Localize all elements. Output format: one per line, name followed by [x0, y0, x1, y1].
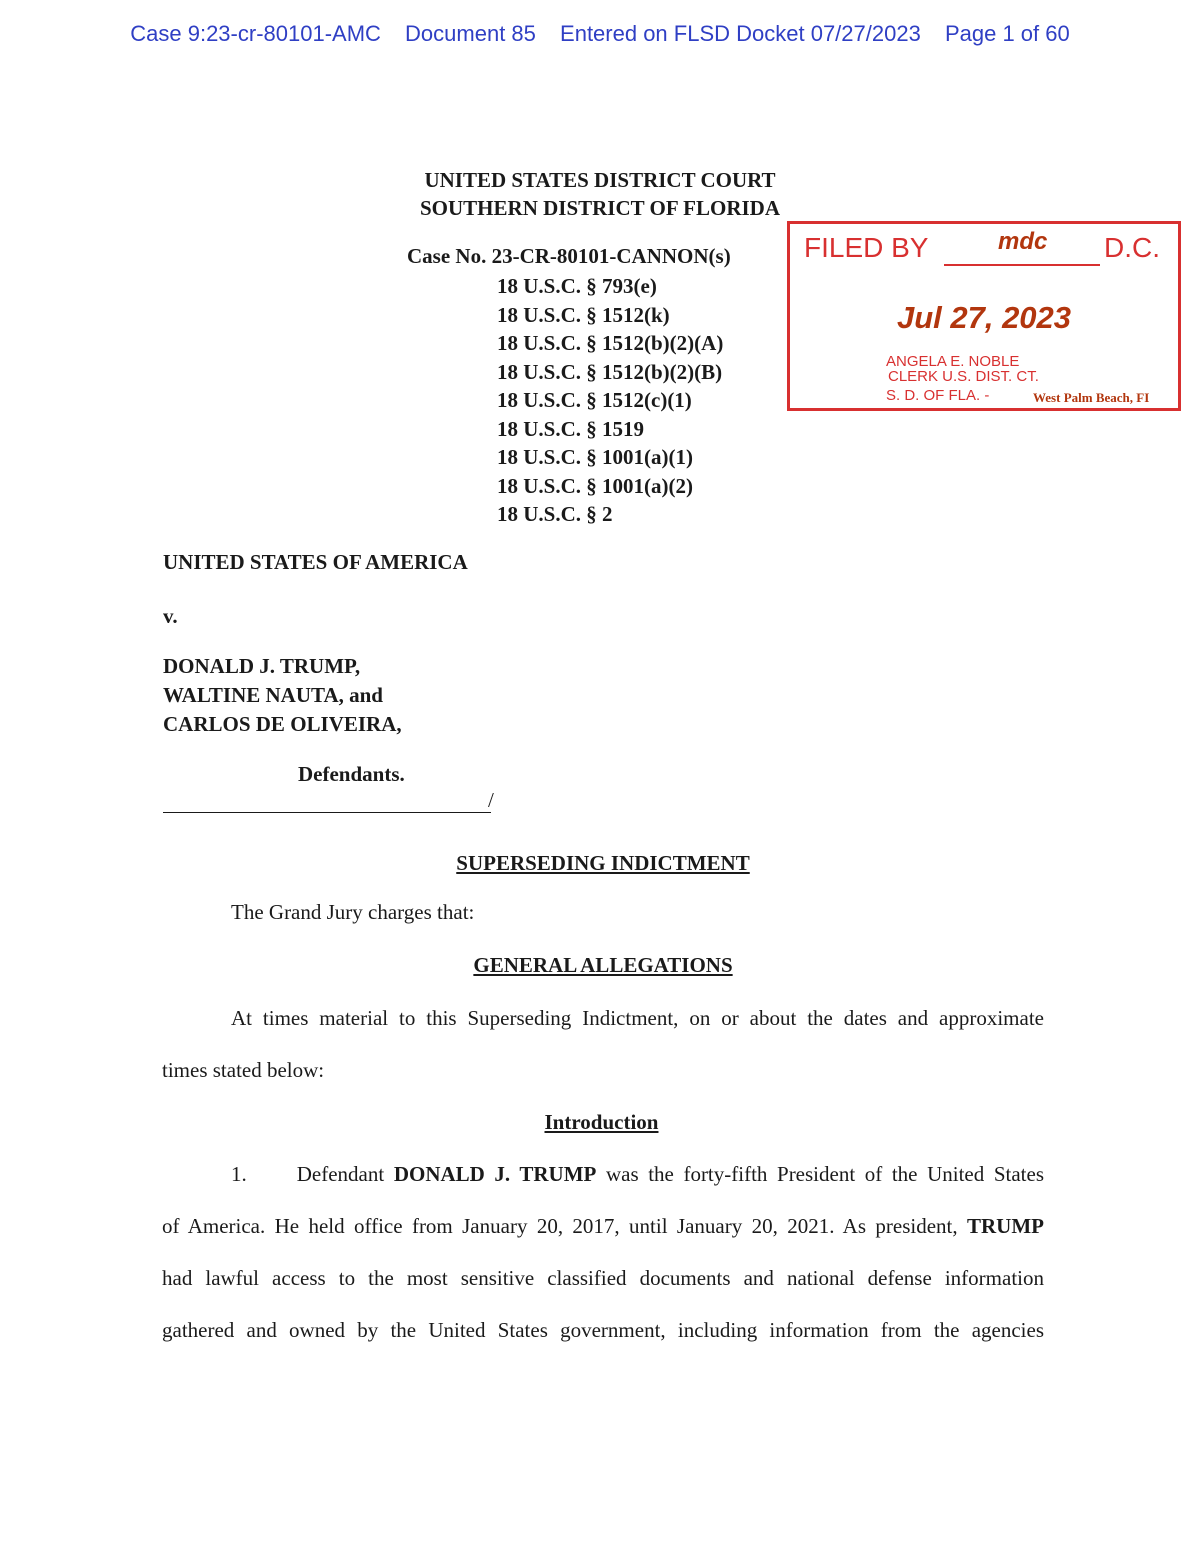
stamp-initials: mdc — [998, 228, 1048, 255]
grand-jury-charges: The Grand Jury charges that: — [231, 900, 475, 924]
stamp-filed-by: FILED BY — [804, 232, 929, 263]
stamp-clerk-title: CLERK U.S. DIST. CT. — [888, 368, 1039, 385]
defendant-name-bold: DONALD J. TRUMP — [393, 1162, 597, 1186]
statute-item: 18 U.S.C. § 1512(c)(1) — [497, 388, 692, 412]
paragraph-text: of America. He held office from January 20, 2017, until January 20, 2021. As president, — [162, 1214, 958, 1238]
section-heading: GENERAL ALLEGATIONS — [473, 953, 733, 977]
statute-item: 18 U.S.C. § 2 — [497, 502, 613, 526]
caption-rule — [163, 812, 491, 813]
header-case-number: Case 9:23-cr-80101-AMC — [130, 21, 381, 46]
court-name-line2: SOUTHERN DISTRICT OF FLORIDA — [420, 196, 780, 220]
header-document-number: Document 85 — [405, 21, 536, 46]
filed-stamp — [787, 221, 1181, 411]
paragraph-1 — [162, 1148, 1044, 1356]
paragraph-line — [162, 1200, 1044, 1252]
defendant-name-bold: TRUMP — [967, 1214, 1044, 1238]
versus-label: v. — [163, 604, 178, 628]
statute-item: 18 U.S.C. § 793(e) — [497, 274, 657, 298]
paragraph-line: times stated below: — [162, 1058, 325, 1082]
statute-item: 18 U.S.C. § 1001(a)(1) — [497, 445, 693, 469]
court-name-line1: UNITED STATES DISTRICT COURT — [424, 168, 776, 192]
stamp-dc: D.C. — [1104, 232, 1160, 263]
defendant-name: CARLOS DE OLIVEIRA, — [163, 712, 402, 736]
paragraph-line: gathered and owned by the United States government, including information from the agencies — [162, 1318, 1044, 1342]
plaintiff-name: UNITED STATES OF AMERICA — [163, 550, 468, 574]
stamp-district: S. D. OF FLA. - — [886, 387, 990, 404]
stamp-place: West Palm Beach, FI — [1033, 390, 1150, 405]
stamp-signature-line — [944, 264, 1100, 266]
statute-item: 18 U.S.C. § 1512(b)(2)(B) — [497, 359, 723, 384]
paragraph-text: Defendant — [296, 1162, 385, 1186]
court-name — [330, 166, 870, 222]
header-entered-date: Entered on FLSD Docket 07/27/2023 — [560, 21, 921, 46]
defendant-name: DONALD J. TRUMP, — [163, 654, 361, 678]
paragraph-text: was the forty-fifth President of the United States — [605, 1162, 1044, 1186]
subsection-heading: Introduction — [544, 1110, 659, 1134]
docket-header — [0, 21, 1200, 47]
stamp-clerk-name: ANGELA E. NOBLE — [886, 353, 1020, 370]
statute-item: 18 U.S.C. § 1001(a)(2) — [497, 473, 693, 498]
defendant-list — [163, 652, 402, 739]
statute-item: 18 U.S.C. § 1512(b)(2)(A) — [497, 331, 724, 355]
stamp-date: Jul 27, 2023 — [896, 300, 1072, 335]
paragraph-line: had lawful access to the most sensitive classified documents and national defense information — [162, 1266, 1044, 1290]
case-number: Case No. 23-CR-80101-CANNON(s) — [407, 244, 731, 268]
intro-paragraph — [162, 992, 1044, 1096]
paragraph-line — [162, 1148, 1044, 1200]
statute-item: 18 U.S.C. § 1512(k) — [497, 302, 670, 327]
paragraph-number: 1. — [231, 1162, 247, 1186]
statute-item: 18 U.S.C. § 1519 — [497, 416, 645, 441]
paragraph-line: At times material to this Superseding Indictment, on or about the dates and approximate — [231, 1006, 1044, 1030]
caption-slash: / — [488, 788, 494, 812]
defendant-name: WALTINE NAUTA, and — [163, 683, 383, 707]
statute-list — [497, 272, 723, 529]
defendants-label: Defendants. — [298, 762, 405, 786]
header-page-count: Page 1 of 60 — [944, 21, 1070, 46]
document-title: SUPERSEDING INDICTMENT — [456, 851, 750, 875]
